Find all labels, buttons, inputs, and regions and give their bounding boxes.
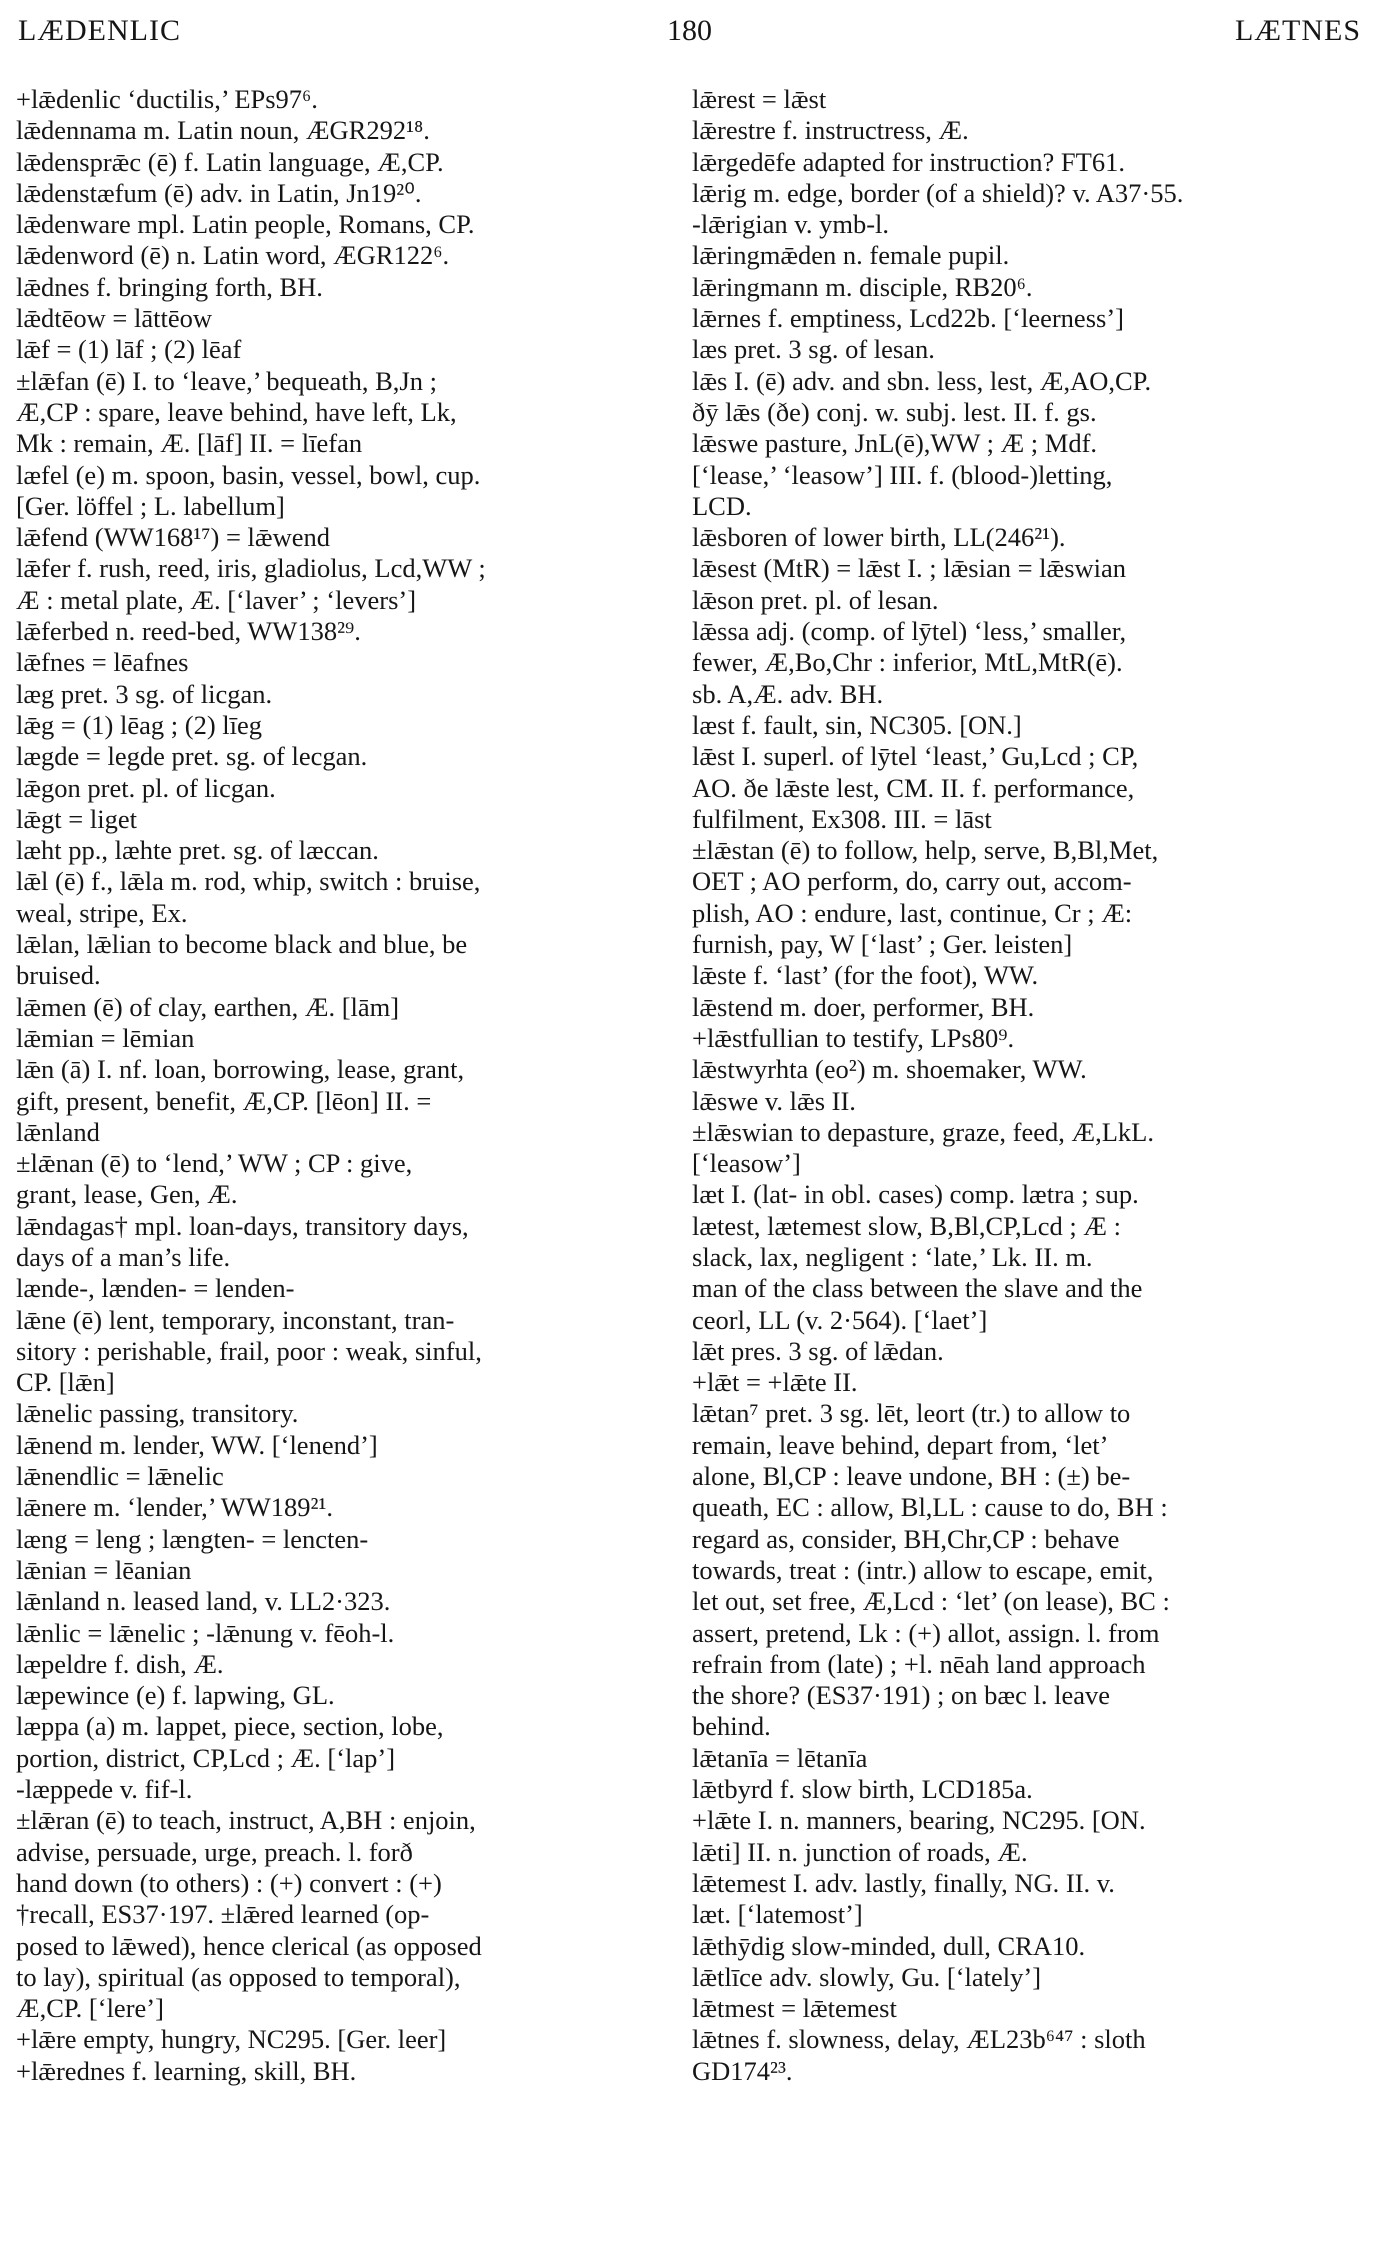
entry-line: lǣtlīce adv. slowly, Gu. [‘lately’] xyxy=(692,1961,1042,1992)
entry-line: lǣdennama m. Latin noun, ÆGR292¹⁸. xyxy=(16,115,430,146)
entry-line: +lǣt = +lǣte II. xyxy=(692,1367,858,1398)
entry-line: regard as, consider, BH,Chr,CP : behave xyxy=(692,1523,1120,1554)
entry-line: lǣt pres. 3 sg. of lǣdan. xyxy=(692,1335,944,1366)
entry-line: lǣtanīa = lētanīa xyxy=(692,1742,868,1773)
entry-line: læfel (e) m. spoon, basin, vessel, bowl, cup. xyxy=(16,459,481,490)
entry-line: lǣne (ē) lent, temporary, inconstant, tran- xyxy=(16,1304,455,1335)
dictionary-entry xyxy=(16,1586,670,1617)
dictionary-entry xyxy=(16,1618,670,1649)
entry-line: lǣringmǣden n. female pupil. xyxy=(692,240,1010,271)
entry-line: lǣn (ā) I. nf. loan, borrowing, lease, grant, xyxy=(16,1054,465,1085)
dictionary-entry xyxy=(16,1555,670,1586)
entry-line: lǣfend (WW168¹⁷) = lǣwend xyxy=(16,522,330,553)
entry-line: ±lǣstan (ē) to follow, help, serve, B,Bl,Met, xyxy=(692,835,1159,866)
dictionary-entry xyxy=(692,334,1342,365)
dictionary-entry xyxy=(16,804,670,835)
entry-line: lǣdenword (ē) n. Latin word, ÆGR122⁶. xyxy=(16,240,450,271)
entry-line: +lǣrednes f. learning, skill, BH. xyxy=(16,2055,357,2086)
dictionary-entry xyxy=(16,1492,670,1523)
entry-line: lǣtmest = lǣtemest xyxy=(692,1993,897,2024)
entry-line: lǣstwyrhta (eo²) m. shoemaker, WW. xyxy=(692,1054,1087,1085)
dictionary-entry xyxy=(692,1774,1342,1805)
dictionary-entry xyxy=(16,1211,670,1274)
running-head-right: LÆTNES xyxy=(1235,14,1361,47)
entry-line: -læppede v. fif-l. xyxy=(16,1774,193,1805)
entry-line: CP. [lǣn] xyxy=(16,1367,115,1398)
dictionary-entry xyxy=(692,835,1342,960)
entry-line: ±lǣran (ē) to teach, instruct, A,BH : enjoin, xyxy=(16,1805,476,1836)
entry-line: [Ger. löffel ; L. labellum] xyxy=(16,490,285,521)
dictionary-entry xyxy=(16,1273,670,1304)
entry-line: man of the class between the slave and the xyxy=(692,1273,1143,1304)
entry-line: assert, pretend, Lk : (+) allot, assign. l. from xyxy=(692,1617,1160,1648)
entry-line: ±lǣfan (ē) I. to ‘leave,’ bequeath, B,Jn ; xyxy=(16,365,437,396)
entry-line: lǣdenware mpl. Latin people, Romans, CP. xyxy=(16,209,475,240)
entry-line: lǣlan, lǣlian to become black and blue, be xyxy=(16,929,468,960)
dictionary-entry xyxy=(692,272,1342,303)
dictionary-entry xyxy=(16,240,670,271)
running-head-left: LÆDENLIC xyxy=(18,14,181,47)
entry-line: plish, AO : endure, last, continue, Cr ; Æ: xyxy=(692,897,1133,928)
dictionary-entry xyxy=(16,1054,670,1148)
entry-line: +lǣte I. n. manners, bearing, NC295. [ON. xyxy=(692,1805,1146,1836)
dictionary-entry xyxy=(692,553,1342,584)
entry-line: bruised. xyxy=(16,960,101,991)
entry-line: slack, lax, negligent : ‘late,’ Lk. II. m. xyxy=(692,1241,1093,1272)
entry-line: days of a man’s life. xyxy=(16,1241,231,1272)
dictionary-entry xyxy=(16,741,670,772)
dictionary-entry xyxy=(16,2056,670,2087)
entry-line: OET ; AO perform, do, carry out, accom- xyxy=(692,866,1132,897)
entry-line: lǣnland n. leased land, v. LL2·323. xyxy=(16,1586,391,1617)
entry-line: læs pret. 3 sg. of lesan. xyxy=(692,334,935,365)
dictionary-entry xyxy=(692,1398,1342,1742)
entry-line: AO. ðe lǣste lest, CM. II. f. performance, xyxy=(692,772,1135,803)
entry-line: refrain from (late) ; +l. nēah land approach xyxy=(692,1648,1146,1679)
entry-line: lǣste f. ‘last’ (for the foot), WW. xyxy=(692,960,1039,991)
entry-line: lǣson pret. pl. of lesan. xyxy=(692,584,939,615)
dictionary-entry xyxy=(16,1305,670,1399)
dictionary-entry xyxy=(16,835,670,866)
entry-line: lǣg = (1) lēag ; (2) līeg xyxy=(16,709,263,740)
dictionary-entry xyxy=(692,522,1342,553)
entry-line: lǣringmann m. disciple, RB20⁶. xyxy=(692,271,1033,302)
entry-line: lǣmen (ē) of clay, earthen, Æ. [lām] xyxy=(16,991,400,1022)
dictionary-entry xyxy=(692,1179,1342,1335)
entry-line: lǣrgedēfe adapted for instruction? FT61. xyxy=(692,146,1125,177)
dictionary-entry xyxy=(16,147,670,178)
dictionary-entry xyxy=(692,1743,1342,1774)
entry-line: lǣti] II. n. junction of roads, Æ. xyxy=(692,1836,1028,1867)
entry-line: lænde-, lænden- = lenden- xyxy=(16,1273,295,1304)
entry-line: lǣdnes f. bringing forth, BH. xyxy=(16,271,323,302)
entry-line: lægde = legde pret. sg. of lecgan. xyxy=(16,741,368,772)
entry-line: the shore? (ES37·191) ; on bæc l. leave xyxy=(692,1680,1110,1711)
entry-line: lǣthȳdig slow-minded, dull, CRA10. xyxy=(692,1930,1086,1961)
dictionary-entry xyxy=(16,1524,670,1555)
entry-line: Æ : metal plate, Æ. [‘laver’ ; ‘levers’] xyxy=(16,584,417,615)
entry-line: to lay), spiritual (as opposed to temporal), xyxy=(16,1961,461,1992)
dictionary-entry xyxy=(692,1962,1342,1993)
dictionary-entry xyxy=(692,1805,1342,1868)
entry-line: læg pret. 3 sg. of licgan. xyxy=(16,678,273,709)
entry-line: portion, district, CP,Lcd ; Æ. [‘lap’] xyxy=(16,1742,396,1773)
entry-line: lǣfer f. rush, reed, iris, gladiolus, Lcd,WW ; xyxy=(16,553,486,584)
entry-line: lǣstend m. doer, performer, BH. xyxy=(692,991,1035,1022)
entry-line: advise, persuade, urge, preach. l. forð xyxy=(16,1836,413,1867)
entry-line: ðȳ lǣs (ðe) conj. w. subj. lest. II. f. gs. xyxy=(692,396,1097,427)
entry-line: læng = leng ; længten- = lencten- xyxy=(16,1523,369,1554)
dictionary-entry xyxy=(692,1117,1342,1180)
dictionary-entry xyxy=(692,1868,1342,1931)
dictionary-entry xyxy=(692,741,1342,835)
entry-line: lǣferbed n. reed-bed, WW138²⁹. xyxy=(16,616,361,647)
entry-line: lǣrest = lǣst xyxy=(692,84,827,114)
dictionary-entry xyxy=(692,710,1342,741)
dictionary-entry xyxy=(16,178,670,209)
dictionary-entry xyxy=(692,366,1342,522)
dictionary-entry xyxy=(692,1336,1342,1367)
entry-line: læt I. (lat- in obl. cases) comp. lætra ; sup. xyxy=(692,1179,1139,1210)
entry-line: lǣnian = lēanian xyxy=(16,1554,192,1585)
dictionary-entry xyxy=(16,522,670,553)
left-column xyxy=(16,84,670,2087)
entry-line: lǣtemest I. adv. lastly, finally, NG. II. v. xyxy=(692,1867,1115,1898)
entry-line: gift, present, benefit, Æ,CP. [lēon] II. = xyxy=(16,1085,432,1116)
entry-line: let out, set free, Æ,Lcd : ‘let’ (on lease), BC : xyxy=(692,1586,1170,1617)
dictionary-entry xyxy=(16,679,670,710)
entry-line: lǣtan⁷ pret. 3 sg. lēt, leort (tr.) to allow to xyxy=(692,1398,1131,1429)
entry-line: +lǣstfullian to testify, LPs80⁹. xyxy=(692,1022,1015,1053)
dictionary-entry xyxy=(16,1649,670,1680)
entry-line: lǣtnes f. slowness, delay, ÆL23b⁶⁴⁷ : sloth xyxy=(692,2024,1146,2055)
dictionary-entry xyxy=(692,178,1342,209)
entry-line: ±lǣswian to depasture, graze, feed, Æ,LkL. xyxy=(692,1116,1154,1147)
dictionary-entry xyxy=(692,2024,1342,2087)
entry-line: lǣdenstæfum (ē) adv. in Latin, Jn19²⁰. xyxy=(16,177,422,208)
entry-line: Mk : remain, Æ. [lāf] II. = līefan xyxy=(16,428,363,459)
dictionary-entry xyxy=(16,773,670,804)
entry-line: lǣsest (MtR) = lǣst I. ; lǣsian = lǣswian xyxy=(692,553,1127,584)
entry-line: læt. [‘latemost’] xyxy=(692,1899,863,1930)
right-column xyxy=(692,84,1342,2087)
entry-line: lǣndagas† mpl. loan-days, transitory days, xyxy=(16,1210,469,1241)
dictionary-entry xyxy=(16,710,670,741)
entry-line: alone, Bl,CP : leave undone, BH : (±) be- xyxy=(692,1461,1131,1492)
dictionary-entry xyxy=(692,209,1342,240)
entry-line: +lǣre empty, hungry, NC295. [Ger. leer] xyxy=(16,2024,447,2055)
entry-line: lǣrnes f. emptiness, Lcd22b. [‘leerness’] xyxy=(692,303,1124,334)
entry-line: sitory : perishable, frail, poor : weak, sinful, xyxy=(16,1335,482,1366)
entry-line: queath, EC : allow, Bl,LL : cause to do, BH : xyxy=(692,1492,1168,1523)
dictionary-entry xyxy=(16,334,670,365)
entry-line: †recall, ES37·197. ±lǣred learned (op- xyxy=(16,1899,430,1930)
dictionary-entry xyxy=(692,1086,1342,1117)
entry-line: læpewince (e) f. lapwing, GL. xyxy=(16,1680,335,1711)
entry-line: GD174²³. xyxy=(692,2055,793,2086)
entry-line: fulfilment, Ex308. III. = lāst xyxy=(692,803,992,834)
dictionary-entry xyxy=(692,240,1342,271)
entry-line: lǣl (ē) f., lǣla m. rod, whip, switch : bruise, xyxy=(16,866,481,897)
entry-line: sb. A,Æ. adv. BH. xyxy=(692,678,884,709)
entry-line: lǣmian = lēmian xyxy=(16,1022,195,1053)
dictionary-entry xyxy=(692,147,1342,178)
entry-line: lǣnere m. ‘lender,’ WW189²¹. xyxy=(16,1492,334,1523)
dictionary-entry xyxy=(16,84,670,115)
entry-line: lǣssa adj. (comp. of lȳtel) ‘less,’ smaller, xyxy=(692,616,1127,647)
dictionary-entry xyxy=(16,929,670,992)
entry-line: læppa (a) m. lappet, piece, section, lobe, xyxy=(16,1711,444,1742)
dictionary-entry xyxy=(16,1398,670,1429)
entry-line: lǣnendlic = lǣnelic xyxy=(16,1461,224,1492)
entry-line: ±lǣnan (ē) to ‘lend,’ WW ; CP : give, xyxy=(16,1148,413,1179)
entry-line: lǣdensprǣc (ē) f. Latin language, Æ,CP. xyxy=(16,146,444,177)
dictionary-entry xyxy=(16,1430,670,1461)
entry-line: lǣgon pret. pl. of licgan. xyxy=(16,772,276,803)
dictionary-entry xyxy=(16,209,670,240)
entry-line: lǣnlic = lǣnelic ; -lǣnung v. fēoh-l. xyxy=(16,1617,395,1648)
entry-line: lǣswe pasture, JnL(ē),WW ; Æ ; Mdf. xyxy=(692,428,1098,459)
dictionary-entry xyxy=(692,585,1342,616)
entry-line: læpeldre f. dish, Æ. xyxy=(16,1648,224,1679)
entry-line: grant, lease, Gen, Æ. xyxy=(16,1179,238,1210)
dictionary-entry xyxy=(16,1461,670,1492)
entry-line: lǣnelic passing, transitory. xyxy=(16,1398,299,1429)
dictionary-entry xyxy=(16,866,670,929)
entry-line: lǣdtēow = lāttēow xyxy=(16,303,212,334)
dictionary-entry xyxy=(16,1680,670,1711)
dictionary-entry xyxy=(16,992,670,1023)
entry-line: læht pp., læhte pret. sg. of læccan. xyxy=(16,835,379,866)
dictionary-entry xyxy=(16,553,670,616)
entry-line: lǣst I. superl. of lȳtel ‘least,’ Gu,Lcd ; CP, xyxy=(692,741,1139,772)
dictionary-entry xyxy=(692,1931,1342,1962)
dictionary-entry xyxy=(16,1805,670,2024)
entry-line: [‘leasow’] xyxy=(692,1148,801,1179)
dictionary-entry xyxy=(692,1054,1342,1085)
dictionary-entry xyxy=(16,272,670,303)
entry-line: lǣs I. (ē) adv. and sbn. less, lest, Æ,AO,CP. xyxy=(692,365,1152,396)
entry-line: lǣsboren of lower birth, LL(246²¹). xyxy=(692,522,1066,553)
entry-line: lætest, lætemest slow, B,Bl,CP,Lcd ; Æ : xyxy=(692,1210,1121,1241)
entry-line: LCD. xyxy=(692,490,752,521)
dictionary-entry xyxy=(16,2024,670,2055)
dictionary-entry xyxy=(692,1367,1342,1398)
dictionary-entry xyxy=(16,1711,670,1774)
entry-line: fewer, Æ,Bo,Chr : inferior, MtL,MtR(ē). xyxy=(692,647,1123,678)
entry-line: remain, leave behind, depart from, ‘let’ xyxy=(692,1429,1109,1460)
entry-line: [‘lease,’ ‘leasow’] III. f. (blood-)letting, xyxy=(692,459,1113,490)
dictionary-entry xyxy=(692,616,1342,710)
entry-line: towards, treat : (intr.) allow to escape, emit, xyxy=(692,1554,1154,1585)
entry-line: lǣfnes = lēafnes xyxy=(16,647,189,678)
entry-line: lǣnend m. lender, WW. [‘lenend’] xyxy=(16,1429,378,1460)
dictionary-entry xyxy=(692,960,1342,991)
page-number: 180 xyxy=(667,14,712,47)
dictionary-entry xyxy=(692,992,1342,1023)
entry-line: Æ,CP. [‘lere’] xyxy=(16,1993,164,2024)
dictionary-entry xyxy=(16,1148,670,1211)
dictionary-entry xyxy=(16,115,670,146)
entry-line: ceorl, LL (v. 2·564). [‘laet’] xyxy=(692,1304,988,1335)
entry-line: weal, stripe, Ex. xyxy=(16,897,188,928)
dictionary-entry xyxy=(16,460,670,523)
entry-line: +lǣdenlic ‘ductilis,’ EPs97⁶. xyxy=(16,84,318,114)
entry-line: lǣnland xyxy=(16,1116,100,1147)
dictionary-entry xyxy=(692,84,1342,115)
entry-line: posed to lǣwed), hence clerical (as opposed xyxy=(16,1930,482,1961)
dictionary-entry xyxy=(16,616,670,647)
dictionary-entry xyxy=(16,1023,670,1054)
dictionary-entry xyxy=(16,647,670,678)
entry-line: behind. xyxy=(692,1711,771,1742)
entry-line: lǣrestre f. instructress, Æ. xyxy=(692,115,969,146)
dictionary-entry xyxy=(692,1023,1342,1054)
entry-line: lǣf = (1) lāf ; (2) lēaf xyxy=(16,334,242,365)
dictionary-entry xyxy=(692,303,1342,334)
entry-line: lǣswe v. lǣs II. xyxy=(692,1085,856,1116)
dictionary-entry xyxy=(692,1993,1342,2024)
entry-line: lǣgt = liget xyxy=(16,803,137,834)
entry-line: læst f. fault, sin, NC305. [ON.] xyxy=(692,709,1022,740)
dictionary-entry xyxy=(692,115,1342,146)
dictionary-entry xyxy=(16,303,670,334)
running-head xyxy=(18,14,1361,54)
entry-line: lǣtbyrd f. slow birth, LCD185a. xyxy=(692,1774,1033,1805)
entry-line: lǣrig m. edge, border (of a shield)? v. A37·55. xyxy=(692,177,1184,208)
entry-line: -lǣrigian v. ymb-l. xyxy=(692,209,890,240)
dictionary-entry xyxy=(16,1774,670,1805)
entry-line: furnish, pay, W [‘last’ ; Ger. leisten] xyxy=(692,929,1073,960)
entry-line: Æ,CP : spare, leave behind, have left, Lk, xyxy=(16,396,457,427)
entry-line: hand down (to others) : (+) convert : (+) xyxy=(16,1867,442,1898)
dictionary-entry xyxy=(16,366,670,460)
